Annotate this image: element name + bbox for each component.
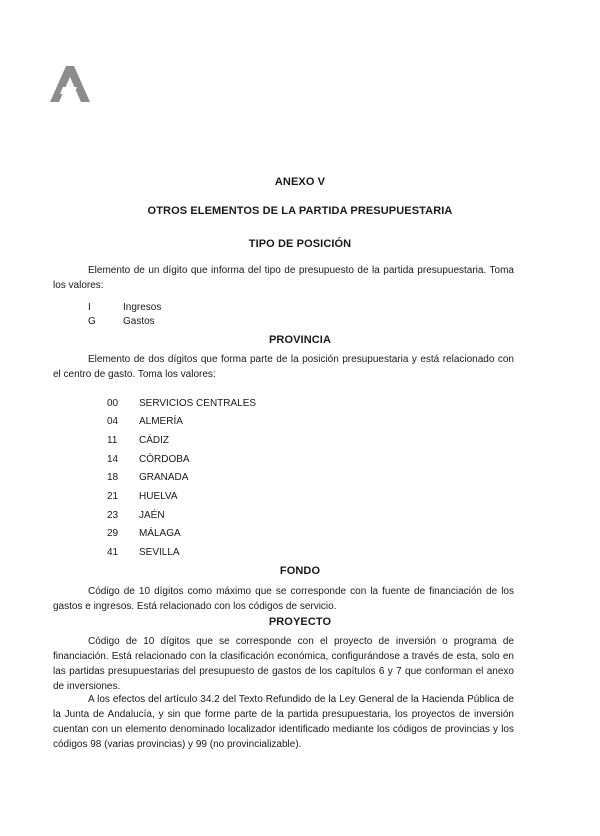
- province-code: 11: [107, 435, 118, 446]
- section-heading-fondo: FONDO: [279, 565, 321, 577]
- province-name: GRANADA: [139, 472, 189, 483]
- section-heading-tipo-posicion: TIPO DE POSICIÓN: [248, 238, 352, 250]
- tipo-posicion-paragraph: Elemento de un dígito que informa del tipo de presupuesto de la partida presupuestaria. Toma los valores:: [53, 265, 514, 291]
- province-name: MÁLAGA: [139, 528, 181, 539]
- province-code: 18: [107, 472, 119, 483]
- province-name: HUELVA: [139, 491, 178, 502]
- province-code: 41: [107, 547, 119, 558]
- value-label: Ingresos: [123, 302, 162, 313]
- province-name: JAÉN: [139, 510, 165, 521]
- province-name: SEVILLA: [139, 547, 180, 558]
- proyecto-paragraph-1: Código de 10 dígitos que se corresponde con el proyecto de inversión o programa de financiación. Está relacionado con la clasificación económica, configurándose a través de esta, solo en las partidas presupuestarias del presupuesto de gastos de los capítulos 6 y 7 que conforman el anexo de inversiones.: [53, 636, 514, 692]
- province-code: 14: [107, 454, 119, 465]
- value-code: G: [88, 316, 96, 327]
- province-code: 23: [107, 510, 119, 521]
- section-heading-provincia: PROVINCIA: [268, 334, 332, 346]
- province-code: 29: [107, 528, 119, 539]
- value-label: Gastos: [123, 316, 155, 327]
- section-heading-proyecto: PROYECTO: [268, 616, 332, 628]
- junta-andalucia-logo-icon: [50, 66, 90, 102]
- proyecto-paragraph-2: A los efectos del artículo 34.2 del Texto Refundido de la Ley General de la Hacienda Pública de la Junta de Andalucía, y sin que forme parte de la partida presupuestaria, los proyectos de inversión cuentan con un elemento denominado localizador identificado mediante los códigos de provincias y los códigos 98 (varias provincias) y 99 (no provincializable).: [53, 694, 514, 750]
- annex-title: ANEXO V: [274, 176, 326, 188]
- provincia-paragraph: Elemento de dos dígitos que forma parte de la posición presupuestaria y está relacionado con el centro de gasto. Toma los valores:: [53, 354, 514, 380]
- fondo-paragraph: Código de 10 dígitos como máximo que se corresponde con la fuente de financiación de los gastos e ingresos. Está relacionado con los códigos de servicio.: [53, 586, 514, 612]
- province-code: 00: [107, 398, 119, 409]
- province-name: CÁDIZ: [139, 435, 169, 446]
- value-code: I: [88, 302, 91, 313]
- province-name: ALMERÍA: [139, 416, 183, 427]
- province-code: 04: [107, 416, 119, 427]
- province-name: SERVICIOS CENTRALES: [139, 398, 257, 409]
- main-title: OTROS ELEMENTOS DE LA PARTIDA PRESUPUESTARIA: [147, 205, 453, 217]
- province-code: 21: [107, 491, 119, 502]
- province-name: CÓRDOBA: [139, 454, 190, 465]
